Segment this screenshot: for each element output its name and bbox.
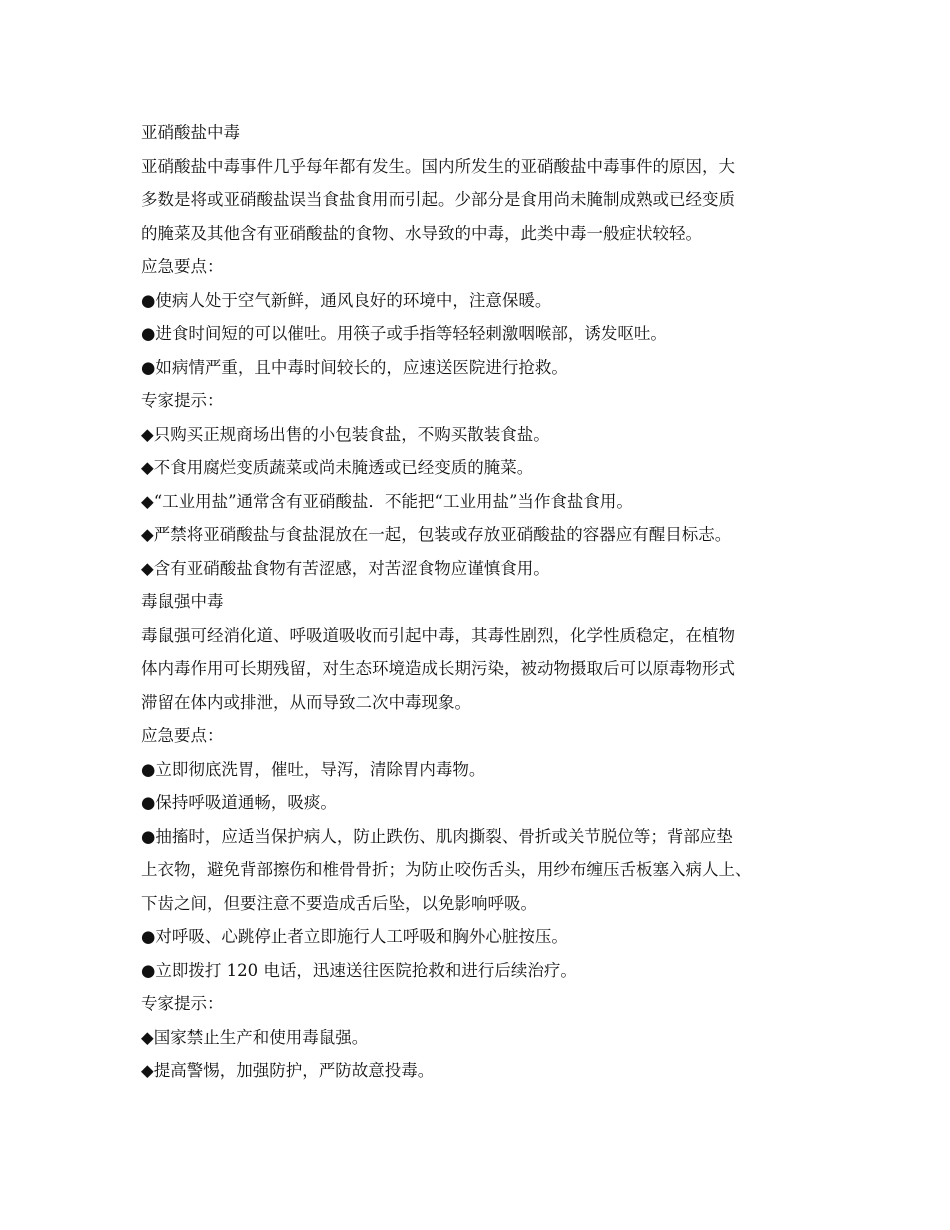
bullet-item: ●立即拨打 120 电话，迅速送往医院抢救和进行后续治疗。	[141, 960, 577, 980]
tip-item: ◆严禁将亚硝酸盐与食盐混放在一起，包装或存放亚硝酸盐的容器应有醒目标志。	[141, 525, 732, 544]
bullet-item: ●保持呼吸道通畅，吸痰。	[141, 793, 337, 812]
paragraph-line: 亚硝酸盐中毒事件几乎每年都有发生。国内所发生的亚硝酸盐中毒事件的原因，大	[141, 156, 735, 176]
tip-item: ◆“工业用盐”通常含有亚硝酸盐．不能把“工业用盐”当作食盐食用。	[141, 491, 633, 511]
tip-item: ◆不食用腐烂变质蔬菜或尚未腌透或已经变质的腌菜。	[141, 458, 534, 477]
bullet-item: ●对呼吸、心跳停止者立即施行人工呼吸和胸外心脏按压。	[141, 927, 568, 946]
paragraph-line: 的腌菜及其他含有亚硝酸盐的食物、水导致的中毒，此类中毒一般症状较轻。	[141, 223, 702, 243]
subheading-emergency-points: 应急要点：	[141, 726, 224, 745]
paragraph-line: 毒鼠强可经消化道、呼吸道吸收而引起中毒，其毒性剧烈，化学性质稳定，在植物	[141, 625, 735, 645]
section-title-tetramine: 毒鼠强中毒	[141, 592, 224, 611]
bullet-item: ●抽搐时，应适当保护病人，防止跌伤、肌肉撕裂、骨折或关节脱位等；背部应垫	[141, 826, 733, 846]
tip-item: ◆只购买正规商场出售的小包装食盐，不购买散装食盐。	[141, 424, 550, 444]
paragraph-line: 体内毒作用可长期残留，对生态环境造成长期污染，被动物摄取后可以原毒物形式	[141, 659, 735, 678]
bullet-item: ●使病人处于空气新鲜，通风良好的环境中，注意保暖。	[141, 290, 552, 310]
tip-item: ◆提高警惕，加强防护，严防故意投毒。	[141, 1061, 435, 1080]
subheading-emergency-points: 应急要点：	[141, 257, 224, 276]
paragraph-line: 滞留在体内或排泄，从而导致二次中毒现象。	[141, 692, 471, 712]
bullet-item: ●进食时间短的可以催吐。用筷子或手指等轻轻刺激咽喉部，诱发呕吐。	[141, 324, 667, 343]
bullet-item: ●立即彻底洗胃，催吐，导泻，清除胃内毒物。	[141, 759, 486, 779]
paragraph-line: 多数是将或亚硝酸盐误当食盐食用而引起。少部分是食用尚未腌制成熟或已经变质	[141, 190, 735, 209]
tip-item: ◆国家禁止生产和使用毒鼠强。	[141, 1027, 369, 1047]
bullet-item-continued: 上衣物，避免背部擦伤和椎骨骨折；为防止咬伤舌头，用纱布缠压舌板塞入病人上、	[141, 860, 752, 879]
bullet-item: ●如病情严重，且中毒时间较长的，应速送医院进行抢救。	[141, 357, 568, 377]
subheading-expert-tips: 专家提示：	[141, 391, 224, 410]
subheading-expert-tips: 专家提示：	[141, 994, 224, 1013]
tip-item: ◆含有亚硝酸盐食物有苦涩感，对苦涩食物应谨慎食用。	[141, 558, 550, 578]
bullet-item-continued: 下齿之间，但要注意不要造成舌后坠，以免影响呼吸。	[141, 893, 537, 913]
document-page	[141, 116, 821, 1088]
section-title-nitrite: 亚硝酸盐中毒	[141, 123, 240, 142]
